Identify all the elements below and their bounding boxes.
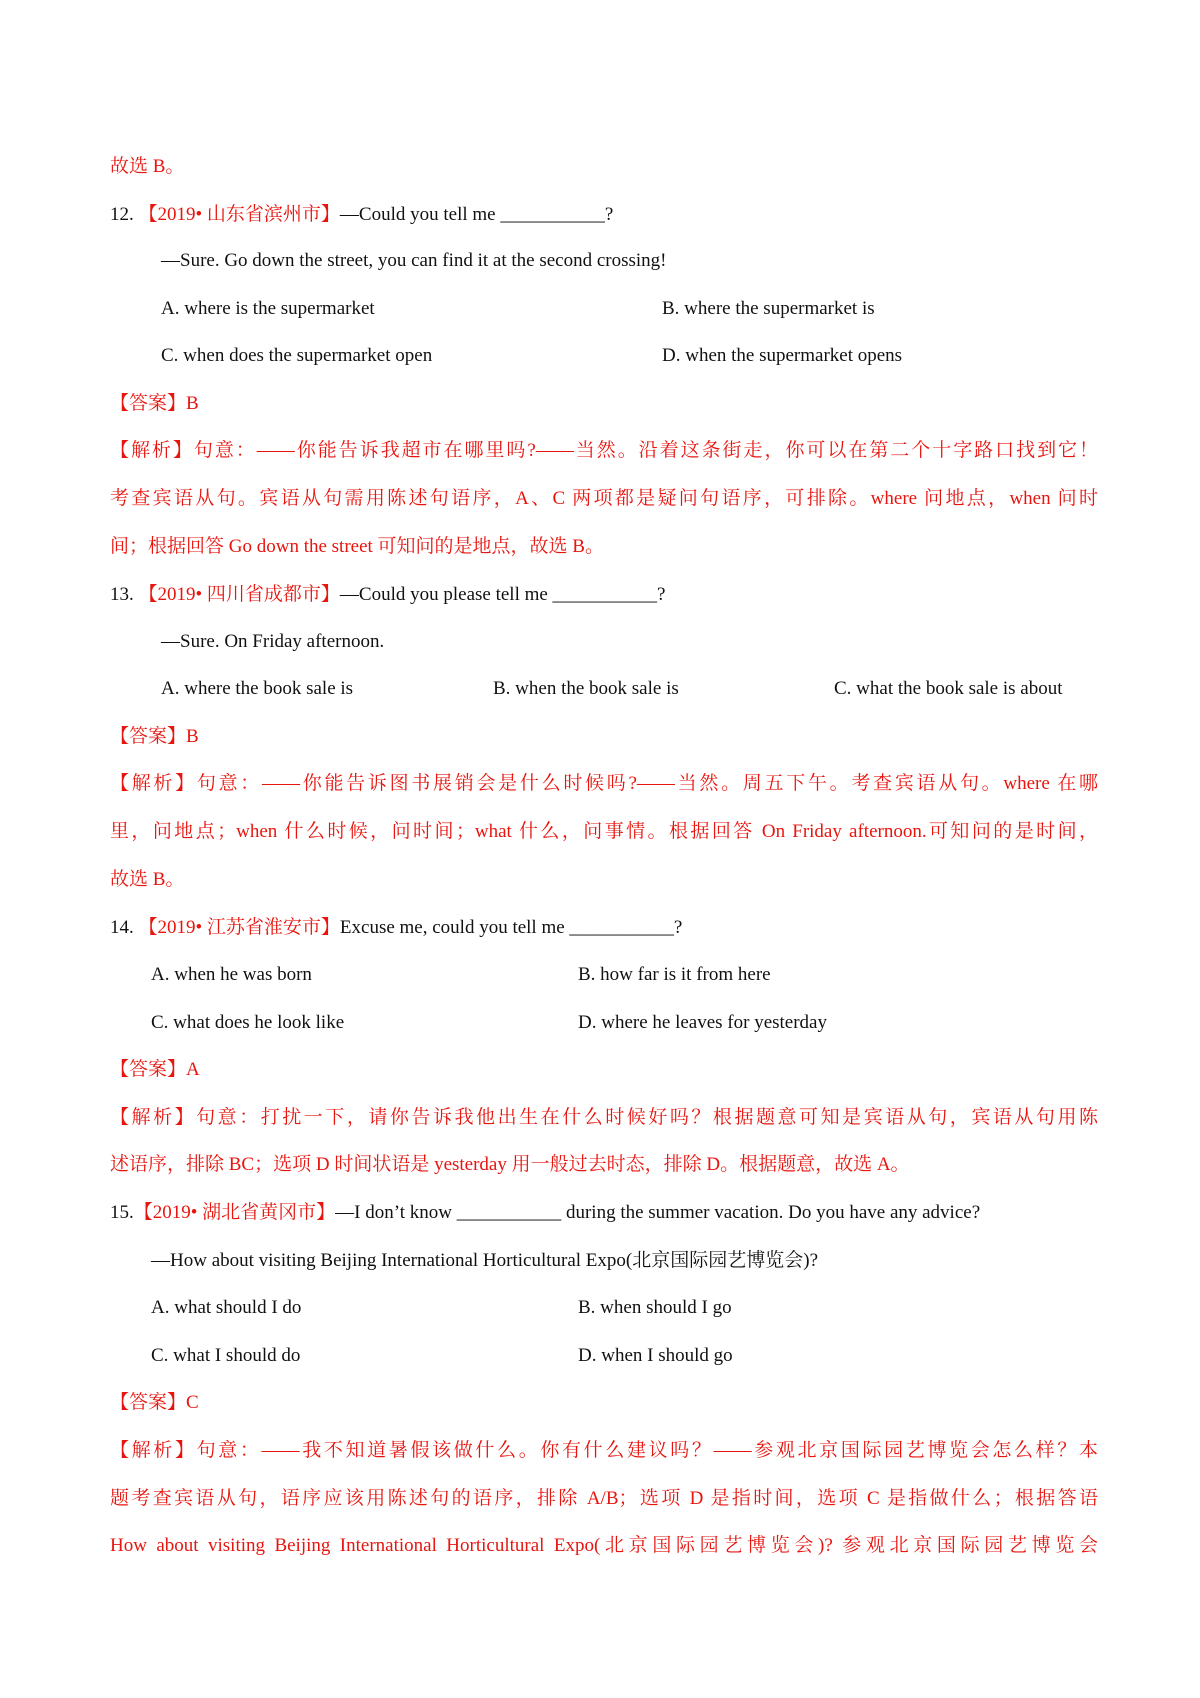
analysis-line: 【解析】句意：——你能告诉图书展销会是什么时候吗?——当然。周五下午。考查宾语从句。where 在哪 bbox=[110, 773, 1098, 794]
option-b: B. where the supermarket is bbox=[662, 298, 875, 319]
question-source: 【2019• 湖北省黄冈市】 bbox=[133, 1202, 336, 1223]
question-15-stem bbox=[110, 1200, 980, 1226]
analysis-line: 考查宾语从句。宾语从句需用陈述句语序，A、C 两项都是疑问句语序，可排除。where 问地点，when 问时 bbox=[110, 488, 1098, 509]
analysis-line: 题考查宾语从句，语序应该用陈述句的语序，排除 A/B；选项 D 是指时间，选项 C 是指做什么；根据答语 bbox=[110, 1488, 1098, 1509]
question-15-reply: —How about visiting Beijing International Horticultural Expo(北京国际园艺博览会)? bbox=[151, 1250, 819, 1271]
question-source: 【2019• 江苏省淮安市】 bbox=[138, 917, 340, 938]
question-source: 【2019• 四川省成都市】 bbox=[138, 584, 340, 605]
option-c: C. what the book sale is about bbox=[834, 678, 1063, 699]
answer-label: 【答案】B bbox=[110, 726, 199, 747]
question-12-reply: —Sure. Go down the street, you can find it at the second crossing! bbox=[161, 250, 667, 271]
question-number: 13. bbox=[110, 584, 134, 605]
analysis-line: 述语序，排除 BC；选项 D 时间状语是 yesterday 用一般过去时态，排除 D。根据题意，故选 A。 bbox=[110, 1154, 910, 1175]
question-source: 【2019• 山东省滨州市】 bbox=[138, 204, 340, 225]
question-number: 14. bbox=[110, 917, 134, 938]
analysis-line: 里，问地点；when 什么时候，问时间；what 什么，问事情。根据回答 On Friday afternoon.可知问的是时间， bbox=[110, 821, 1098, 842]
option-d: D. where he leaves for yesterday bbox=[578, 1012, 827, 1033]
option-b: B. when should I go bbox=[578, 1297, 732, 1318]
analysis-line: 故选 B。 bbox=[110, 869, 185, 890]
option-c: C. what I should do bbox=[151, 1345, 301, 1366]
analysis-line: 【解析】句意：——我不知道暑假该做什么。你有什么建议吗？——参观北京国际园艺博览会怎么样？本 bbox=[110, 1440, 1098, 1461]
analysis-line: 【解析】句意：——你能告诉我超市在哪里吗?——当然。沿着这条街走，你可以在第二个十字路口找到它！ bbox=[110, 440, 1098, 461]
analysis-line: 间；根据回答 Go down the street 可知问的是地点，故选 B。 bbox=[110, 536, 604, 557]
question-text: —I don’t know ___________ during the summer vacation. Do you have any advice? bbox=[335, 1202, 981, 1223]
answer-label: 【答案】B bbox=[110, 393, 199, 414]
option-a: A. where is the supermarket bbox=[161, 298, 375, 319]
question-text: —Could you tell me ___________? bbox=[339, 204, 614, 225]
question-12-stem bbox=[110, 202, 613, 228]
option-a: A. when he was born bbox=[151, 964, 312, 985]
option-c: C. what does he look like bbox=[151, 1012, 345, 1033]
option-d: D. when the supermarket opens bbox=[662, 345, 903, 366]
option-b: B. how far is it from here bbox=[578, 964, 771, 985]
option-c: C. when does the supermarket open bbox=[161, 345, 433, 366]
question-13-stem bbox=[110, 582, 666, 608]
question-number: 12. bbox=[110, 204, 134, 225]
option-a: A. where the book sale is bbox=[161, 678, 354, 699]
question-14-stem bbox=[110, 915, 682, 941]
question-text: Excuse me, could you tell me ___________? bbox=[339, 917, 683, 938]
answer-label: 【答案】C bbox=[110, 1392, 199, 1413]
previous-answer-note: 故选 B。 bbox=[110, 156, 185, 177]
question-number: 15. bbox=[110, 1202, 134, 1223]
option-a: A. what should I do bbox=[151, 1297, 302, 1318]
answer-label: 【答案】A bbox=[110, 1059, 200, 1080]
question-13-reply: —Sure. On Friday afternoon. bbox=[161, 631, 385, 652]
option-b: B. when the book sale is bbox=[493, 678, 679, 699]
analysis-line: How about visiting Beijing International Horticultural Expo(北京国际园艺博览会)? 参观北京国际园艺博览会 bbox=[110, 1535, 1098, 1556]
analysis-line: 【解析】句意：打扰一下，请你告诉我他出生在什么时候好吗？根据题意可知是宾语从句，宾语从句用陈 bbox=[110, 1107, 1098, 1128]
question-text: —Could you please tell me ___________? bbox=[339, 584, 666, 605]
option-d: D. when I should go bbox=[578, 1345, 733, 1366]
